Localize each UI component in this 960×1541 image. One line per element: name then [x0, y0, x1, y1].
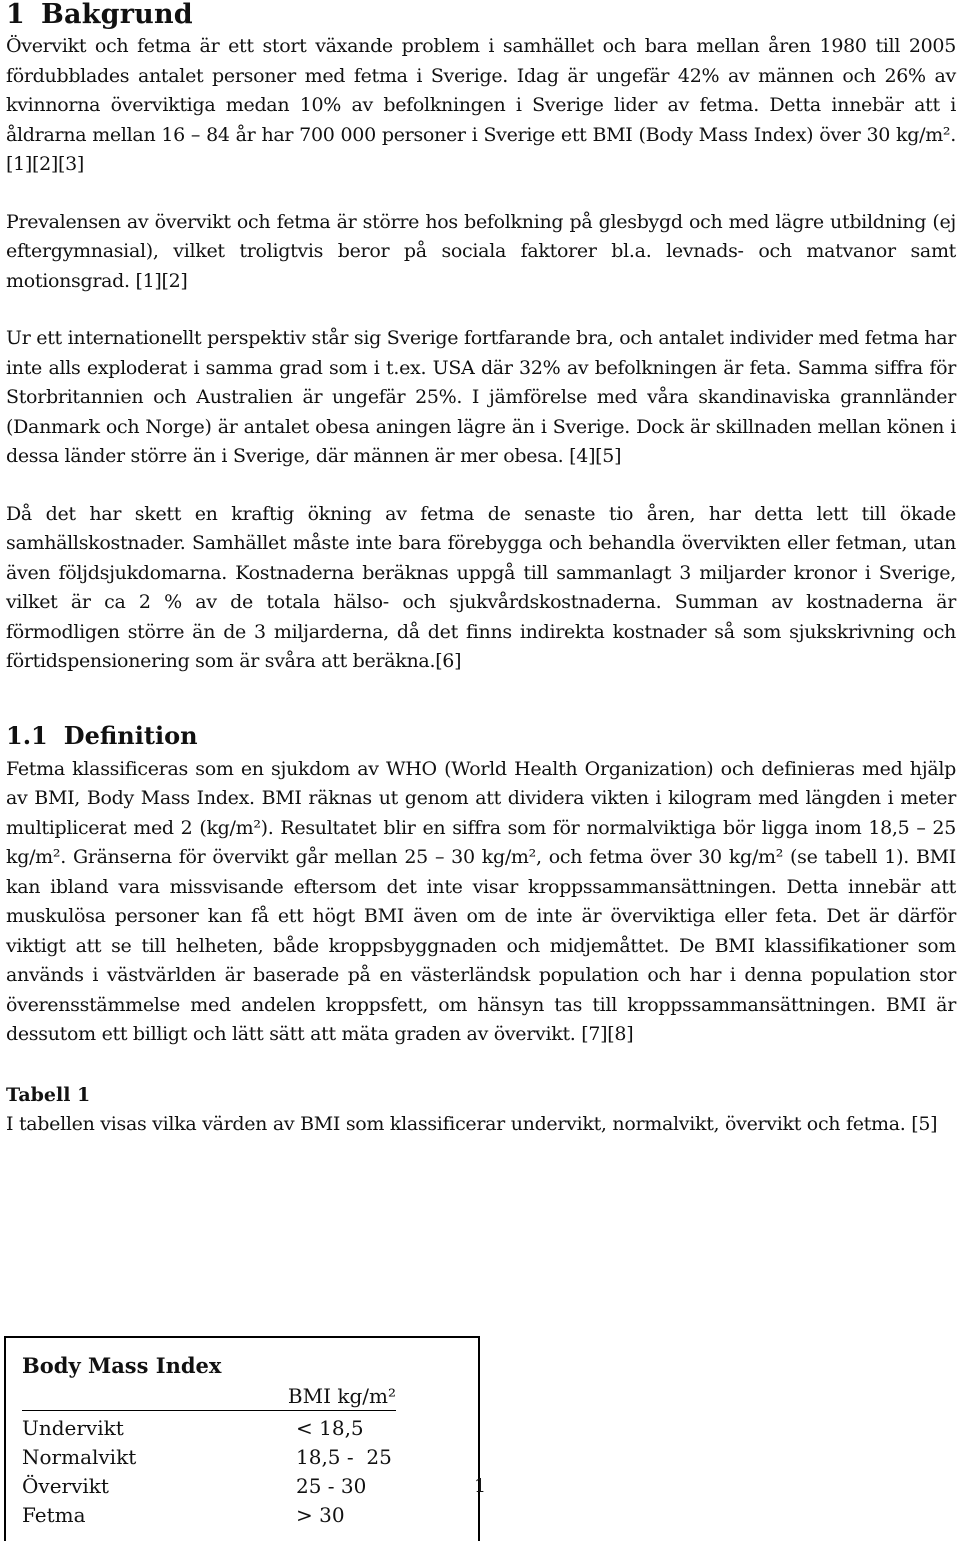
bmi-category: Undervikt: [22, 1416, 124, 1440]
bmi-value: < 18,5: [296, 1416, 364, 1440]
subsection-heading: [6, 721, 956, 751]
section-title: Bakgrund: [41, 0, 193, 30]
subsection-title: Definition: [63, 720, 198, 750]
paragraph: Övervikt och fetma är ett stort växande problem i samhället och bara mellan åren 1980 till 2005 fördubblades antalet personer med fetma i Sverige. Idag är ungefär 42% av männen och 26% av kvinnorna överviktiga medan 10% av befolkningen i Sverige lider av fetma. Detta innebär att i åldrarna mellan 16 – 84 år har 700 000 personer i Sverige ett BMI (Body Mass Index) över 30 kg/m². [1][2][3]: [6, 35, 956, 175]
bmi-category: Övervikt: [22, 1474, 109, 1498]
bmi-value: 25 - 30: [296, 1474, 367, 1498]
bmi-category: Fetma: [22, 1503, 86, 1527]
page-number: 1: [474, 1475, 487, 1497]
paragraph: Ur ett internationellt perspektiv står sig Sverige fortfarande bra, och antalet individer med fetma har inte alls exploderat i samma grad som i t.ex. USA där 32% av befolkningen är feta. Samma siffra för Storbritannien och Australien är ungefär 25%. I jämförelse med våra skandinaviska grannländer (Danmark och Norge) är antalet obesa aningen lägre än i Sverige. Dock är skillnaden mellan könen i dessa länder större än i Sverige, där männen är mer obesa. [4][5]: [6, 327, 956, 467]
bmi-value: > 30: [296, 1503, 345, 1527]
bmi-column-header: BMI kg/m²: [22, 1382, 396, 1411]
table-row: [22, 1472, 402, 1501]
bmi-category: Normalvikt: [22, 1445, 137, 1469]
section-heading: [6, 0, 956, 30]
paragraph: Då det har skett en kraftig ökning av fetma de senaste tio åren, har detta lett till ökade samhällskostnader. Samhället måste inte bara förebygga och behandla övervikten eller fetman, utan även följdsjukdomarna. Kostnaderna beräknas uppgå till sammanlagt 3 miljarder kronor i Sverige, vilket är ca 2 % av de totala hälso- och sjukvårdskostnaderna. Summan av kostnaderna är förmodligen större än de 3 miljarderna, då det finns indirekta kostnader så som sjukskrivning och förtidspensionering som är svåra att beräkna.[6]: [6, 502, 956, 672]
paragraph: Prevalensen av övervikt och fetma är större hos befolkning på glesbygd och med lägre utbildning (ej eftergymnasial), vilket troligtvis beror på sociala faktorer bl.a. levnads- och matvanor samt motionsgrad. [1][2]: [6, 210, 956, 292]
subsection-number: 1.1: [6, 720, 48, 750]
section-number: 1: [6, 0, 25, 30]
table-row: [22, 1414, 402, 1443]
table-caption: Tabell 1: [6, 1083, 91, 1106]
document-page: [6, 0, 956, 1139]
table-description: I tabellen visas vilka värden av BMI som klassificerar undervikt, normalvikt, övervikt och fetma. [5]: [6, 1112, 938, 1135]
definition-paragraph: Fetma klassificeras som en sjukdom av WHO (World Health Organization) och definieras med hjälp av BMI, Body Mass Index. BMI räknas ut genom att dividera vikten i kilogram med längden i meter multiplicerat med 2 (kg/m²). Resultatet blir en siffra som för normalviktiga bör ligga inom 18,5 – 25 kg/m². Gränserna för övervikt går mellan 25 – 30 kg/m², och fetma över 30 kg/m² (se tabell 1). BMI kan ibland vara missvisande eftersom det inte visar kroppssammansättningen. Detta innebär att muskulösa personer kan få ett högt BMI även om de inte är överviktiga eller feta. Det är därför viktigt att se till helheten, både kroppsbyggnaden och midjemåttet. De BMI klassifikationer som används i västvärlden är baserade på en västerländsk population och har i denna population stor överensstämmelse med andelen kroppsfett, om hänsyn tas till kroppssammansättningen. BMI är dessutom ett billigt och lätt sätt att mäta graden av övervikt. [7][8]: [6, 757, 956, 1045]
table-row: [22, 1443, 402, 1472]
bmi-value: 18,5 - 25: [296, 1445, 392, 1469]
bmi-table-title: Body Mass Index: [22, 1353, 222, 1378]
bmi-table: [4, 1336, 480, 1541]
table-row: [22, 1501, 402, 1530]
